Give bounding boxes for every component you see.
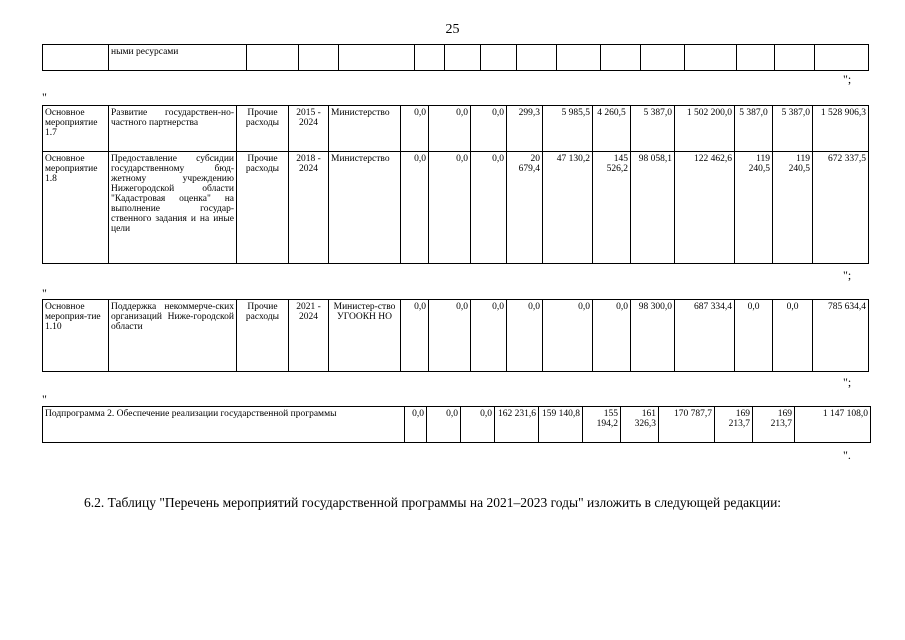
row-1-7-value: 0,0 (471, 106, 507, 152)
subprogram-value: 159 140,8 (539, 407, 583, 443)
page-number: 25 (445, 22, 460, 37)
row-1-7-name: Развитие государствен-но-частного партнерства (109, 106, 237, 152)
row-1-8-name: Предоставление субсидии государственному бюд-жетному учреждению Нижегородской области "Кадастровая оценка" на выполнение государ-ственного задания и на иные цели (109, 152, 237, 264)
table-subprogram-2 (42, 406, 871, 443)
row-1-10-executor: Министер-ство УГООКН НО (329, 300, 401, 372)
subprogram-value: 155 194,2 (583, 407, 621, 443)
subprogram-value: 0,0 (405, 407, 427, 443)
table-rows-1-7-1-8 (42, 105, 869, 264)
subprogram-value: 169 213,7 (753, 407, 795, 443)
quote-open-2: " (42, 286, 47, 300)
row-1-8-value: 145 526,2 (593, 152, 631, 264)
row-1-10-period: 2021 - 2024 (289, 300, 329, 372)
row-1-8-value: 119 240,5 (773, 152, 813, 264)
quote-close-1: "; (843, 72, 852, 86)
subprogram-name: Подпрограмма 2. Обеспечение реализации государственной программы (43, 407, 405, 443)
row-1-8-value: 20 679,4 (507, 152, 543, 264)
row-1-7-expenses: Прочие расходы (237, 106, 289, 152)
row-1-8-executor: Министерство (329, 152, 401, 264)
row-1-8-value: 0,0 (471, 152, 507, 264)
row-1-8-total: 672 337,5 (813, 152, 869, 264)
table-row (43, 300, 869, 372)
row-1-7-period: 2015 - 2024 (289, 106, 329, 152)
table-row (43, 152, 869, 264)
row-1-10-value: 0,0 (471, 300, 507, 372)
row-1-10-value: 0,0 (401, 300, 429, 372)
row-1-8-value: 98 058,1 (631, 152, 675, 264)
quote-open-3: " (42, 392, 47, 406)
row-1-10-value: 0,0 (773, 300, 813, 372)
row-1-10-expenses: Прочие расходы (237, 300, 289, 372)
row-1-10-value: 0,0 (735, 300, 773, 372)
instruction-paragraph: 6.2. Таблицу "Перечень мероприятий государственной программы на 2021–2023 годы" изложить в следующей редакции: (84, 495, 782, 510)
quote-close-3: "; (843, 375, 852, 389)
subprogram-value: 0,0 (427, 407, 461, 443)
row-1-10-value: 98 300,0 (631, 300, 675, 372)
table-row-1-10 (42, 299, 869, 372)
row-1-7-total: 1 528 906,3 (813, 106, 869, 152)
subprogram-value: 162 231,6 (495, 407, 539, 443)
row-1-10-value: 0,0 (507, 300, 543, 372)
row-1-7-value: 5 387,0 (735, 106, 773, 152)
row-1-8-value: 0,0 (401, 152, 429, 264)
subprogram-value: 169 213,7 (715, 407, 753, 443)
top-row-name: ными ресурсами (109, 45, 247, 71)
row-1-7-value: 5 387,0 (631, 106, 675, 152)
row-1-8-type: Основное мероприятие 1.8 (43, 152, 109, 264)
row-1-7-value: 5 387,0 (773, 106, 813, 152)
table-row (43, 407, 871, 443)
row-1-8-value: 122 462,6 (675, 152, 735, 264)
row-1-8-expenses: Прочие расходы (237, 152, 289, 264)
subprogram-total: 1 147 108,0 (795, 407, 871, 443)
quote-close-4: ". (843, 448, 851, 462)
row-1-7-executor: Министерство (329, 106, 401, 152)
row-1-10-total: 785 634,4 (813, 300, 869, 372)
row-1-10-type: Основное мероприя-тие 1.10 (43, 300, 109, 372)
row-1-10-value: 0,0 (593, 300, 631, 372)
row-1-8-period: 2018 - 2024 (289, 152, 329, 264)
row-1-8-value: 47 130,2 (543, 152, 593, 264)
row-1-7-value: 5 985,5 (543, 106, 593, 152)
table-fragment-top (42, 44, 869, 71)
row-1-7-value: 299,3 (507, 106, 543, 152)
table-row (43, 106, 869, 152)
quote-open-1: " (42, 90, 47, 104)
subprogram-value: 0,0 (461, 407, 495, 443)
row-1-8-value: 119 240,5 (735, 152, 773, 264)
row-1-10-value: 0,0 (543, 300, 593, 372)
row-1-7-value: 0,0 (429, 106, 471, 152)
subprogram-value: 161 326,3 (621, 407, 659, 443)
row-1-7-type: Основное мероприятие 1.7 (43, 106, 109, 152)
row-1-8-value: 0,0 (429, 152, 471, 264)
row-1-7-value: 1 502 200,0 (675, 106, 735, 152)
row-1-10-name: Поддержка некоммерче-ских организаций Ниже-городской области (109, 300, 237, 372)
row-1-10-value: 0,0 (429, 300, 471, 372)
row-1-7-value: 0,0 (401, 106, 429, 152)
row-1-10-value: 687 334,4 (675, 300, 735, 372)
row-1-7-value: 4 260,5 (593, 106, 631, 152)
subprogram-value: 170 787,7 (659, 407, 715, 443)
quote-close-2: "; (843, 268, 852, 282)
